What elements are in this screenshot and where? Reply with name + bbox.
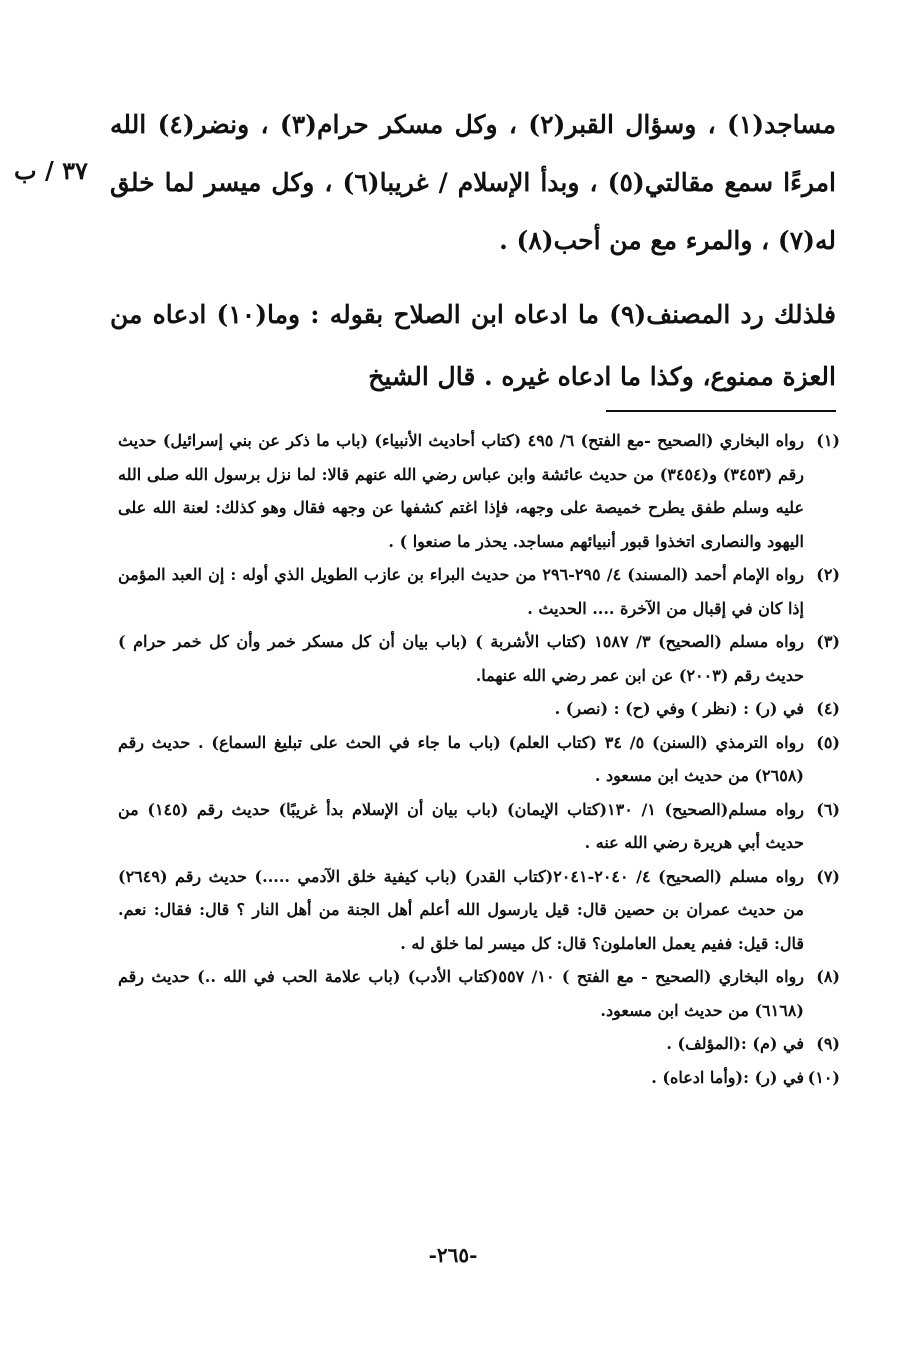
footnote-5	[118, 726, 840, 793]
footnote-number: (٥)	[816, 732, 840, 752]
footnote-text: رواه مسلم (الصحيح) ٣/ ١٥٨٧ (كتاب الأشربة ) (باب بيان أن كل مسكر خمر وأن كل خمر حرام ) حديث رقم (٢٠٠٣) عن ابن عمر رضي الله عنهما.	[118, 632, 804, 685]
footnote-number: (٢)	[816, 565, 840, 584]
footnote-text: في (ر) :(وأما ادعاه) .	[651, 1067, 804, 1087]
footnote-1	[118, 424, 840, 558]
footnote-text: في (ر) : (نظر ) وفي (ح) : (نصر) .	[554, 699, 804, 718]
footnote-4	[118, 692, 840, 726]
main-paragraph-1: مساجد(١) ، وسؤال القبر(٢) ، وكل مسكر حرام(٣) ، ونضر(٤) الله امرءًا سمع مقالتي(٥) ، وبدأ الإسلام / غريبا(٦) ، وكل ميسر لما خلق له(٧) ، والمرء مع من أحب(٨) .	[110, 110, 836, 255]
margin-folio-note: ٣٧ / ب	[14, 156, 88, 185]
footnote-text: رواه مسلم (الصحيح) ٤/ ٢٠٤٠-٢٠٤١(كتاب القدر) (باب كيفية خلق الآدمي .....) حديث رقم (٢٦٤٩) من حديث عمران بن حصين قال: قيل يارسول الله أعلم أهل الجنة من أهل النار ؟ قال: فقال: نعم. قال: قيل: ففيم يعمل العاملون؟ قال: كل ميسر لما خلق له .	[118, 866, 805, 953]
footnote-number: (٦)	[816, 799, 840, 819]
footnote-8	[118, 960, 840, 1027]
footnote-number: (١)	[816, 431, 840, 450]
footnote-number: (٣)	[816, 632, 840, 651]
main-text	[110, 96, 836, 408]
footnote-2	[118, 558, 840, 625]
footnote-number: (٤)	[816, 699, 840, 718]
footnote-6	[118, 793, 840, 860]
footnote-3	[118, 625, 840, 692]
page-number: -٢٦٥-	[428, 1243, 478, 1267]
main-paragraph-2: فلذلك رد المصنف(٩) ما ادعاه ابن الصلاح بقوله : وما(١٠) ادعاه من العزة ممنوع، وكذا ما ادعاه غيره . قال الشيخ	[110, 300, 836, 391]
footnote-9	[118, 1027, 840, 1061]
footnote-number: (١٠)	[807, 1067, 840, 1087]
footnote-text: رواه البخاري (الصحيح - مع الفتح ) ١٠/ ٥٥٧(كتاب الأدب) (باب علامة الحب في الله ..) حديث رقم (٦١٦٨) من حديث ابن مسعود.	[118, 967, 805, 1020]
footnote-number: (٨)	[816, 967, 840, 986]
footnote-text: رواه الإمام أحمد (المسند) ٤/ ٢٩٥-٢٩٦ من حديث البراء بن عازب الطويل الذي أوله : إن العبد المؤمن إذا كان في إقبال من الآخرة .... الحديث .	[118, 565, 804, 618]
footnote-number: (٧)	[816, 866, 840, 886]
footnote-separator	[606, 410, 836, 412]
footnote-text: رواه الترمذي (السنن) ٥/ ٣٤ (كتاب العلم) (باب ما جاء في الحث على تبليغ السماع) . حديث رقم (٢٦٥٨) من حديث ابن مسعود .	[118, 732, 805, 785]
footnote-text: في (م) :(المؤلف) .	[666, 1034, 804, 1053]
footnote-10	[118, 1061, 840, 1095]
footnote-text: رواه مسلم(الصحيح) ١/ ١٣٠(كتاب الإيمان) (باب بيان أن الإسلام بدأ غريبًا) حديث رقم (١٤٥) من حديث أبي هريرة رضي الله عنه .	[118, 799, 805, 852]
footnote-text: رواه البخاري (الصحيح -مع الفتح) ٦/ ٤٩٥ (كتاب أحاديث الأنبياء) (باب ما ذكر عن بني إسرائيل) حديث رقم (٣٤٥٣) و(٣٤٥٤) من حديث عائشة وابن عباس رضي الله عنهم قالا: لما نزل برسول الله صلى الله عليه وسلم طفق يطرح خميصة على وجهه، فإذا اغتم كشفها عن وجهه فقال وهو كذلك: لعنة الله على اليهود والنصارى اتخذوا قبور أنبيائهم مساجد. يحذر ما صنعوا ) .	[118, 431, 805, 551]
footnote-number: (٩)	[816, 1034, 840, 1053]
footnotes	[118, 424, 840, 1094]
footnote-7	[118, 860, 840, 961]
